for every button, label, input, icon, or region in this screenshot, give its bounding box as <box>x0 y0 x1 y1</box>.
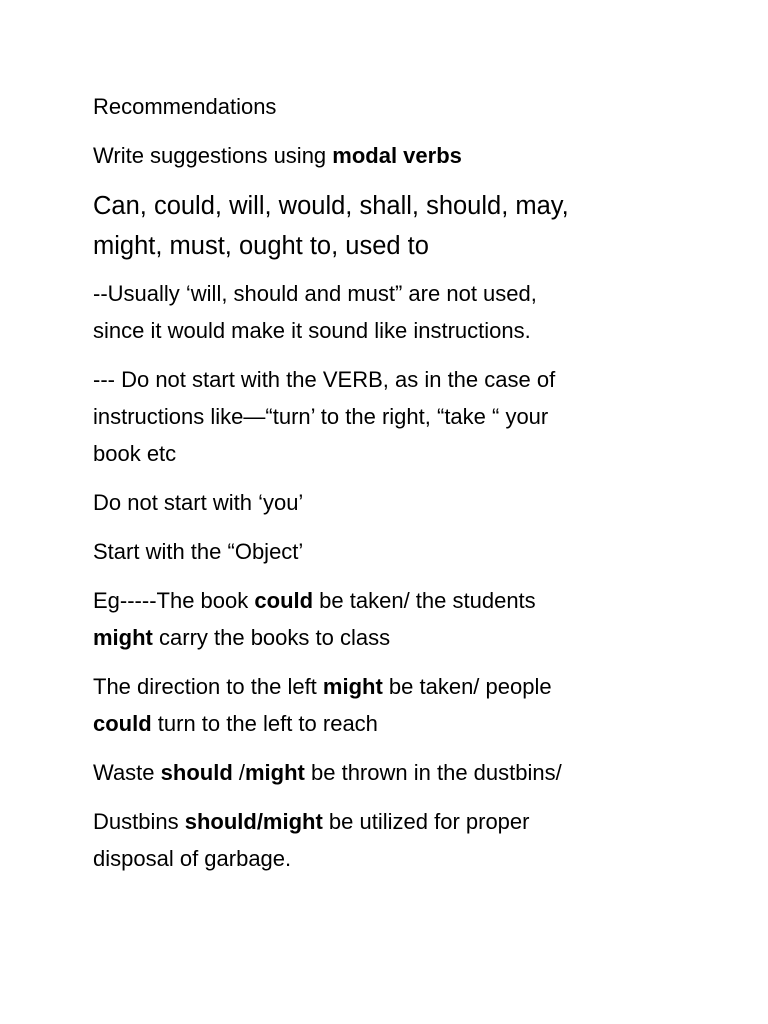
example-2-text-c: turn to the left to reach <box>151 711 378 736</box>
modal-list-line-2: might, must, ought to, used to <box>93 232 429 260</box>
document-page <box>93 88 733 889</box>
note-verb-line-2: instructions like—“turn’ to the right, “take “ your <box>93 404 549 429</box>
note-verb-line-1: --- Do not start with the VERB, as in the case of <box>93 367 556 392</box>
example-4-line-1 <box>93 803 733 840</box>
note-usually-line-2: since it would make it sound like instructions. <box>93 318 531 343</box>
rule-object-text: Start with the “Object’ <box>93 539 304 564</box>
example-2-bold-a: might <box>322 674 383 699</box>
example-3-text-a: Waste <box>93 760 161 785</box>
modal-verbs-list <box>93 186 733 266</box>
example-3-text-c: be thrown in the dustbins/ <box>304 760 562 785</box>
example-1-bold-a: could <box>254 588 314 613</box>
note-verb-paragraph <box>93 361 733 472</box>
example-3-bold-a: should <box>160 760 233 785</box>
note-usually-paragraph <box>93 275 733 349</box>
example-2-text-b: be taken/ people <box>382 674 552 699</box>
example-2-line-2 <box>93 705 733 742</box>
example-2-bold-b: could <box>93 711 152 736</box>
rule-object-paragraph <box>93 533 733 570</box>
example-1-line-1 <box>93 582 733 619</box>
example-3-text-b: / <box>232 760 245 785</box>
example-1-text-b: be taken/ the students <box>313 588 536 613</box>
rule-you-paragraph <box>93 484 733 521</box>
example-4-text-b: be utilized for proper <box>322 809 530 834</box>
example-4-bold-a: should/might <box>184 809 323 834</box>
example-4-paragraph <box>93 803 733 877</box>
example-3-line-1 <box>93 754 733 791</box>
heading-text: Recommendations <box>93 94 277 119</box>
example-1-paragraph <box>93 582 733 656</box>
intro-line <box>93 137 733 174</box>
example-4-text-a: Dustbins <box>93 809 185 834</box>
example-1-text-c: carry the books to class <box>152 625 391 650</box>
note-verb-line-3: book etc <box>93 441 177 466</box>
example-2-paragraph <box>93 668 733 742</box>
example-3-bold-b: might <box>245 760 305 785</box>
intro-paragraph <box>93 137 733 174</box>
note-usually-line-1: --Usually ‘will, should and must” are not used, <box>93 281 537 306</box>
example-2-line-1 <box>93 668 733 705</box>
example-1-bold-b: might <box>93 625 153 650</box>
modal-list-line-1: Can, could, will, would, shall, should, may, <box>93 192 569 220</box>
example-1-line-2 <box>93 619 733 656</box>
document-heading <box>93 88 733 125</box>
example-4-line-2: disposal of garbage. <box>93 846 292 871</box>
example-3-paragraph <box>93 754 733 791</box>
intro-bold-text: modal verbs <box>332 143 462 168</box>
example-1-text-a: Eg-----The book <box>93 588 255 613</box>
rule-you-text: Do not start with ‘you’ <box>93 490 304 515</box>
example-2-text-a: The direction to the left <box>93 674 323 699</box>
intro-text: Write suggestions using <box>93 143 333 168</box>
